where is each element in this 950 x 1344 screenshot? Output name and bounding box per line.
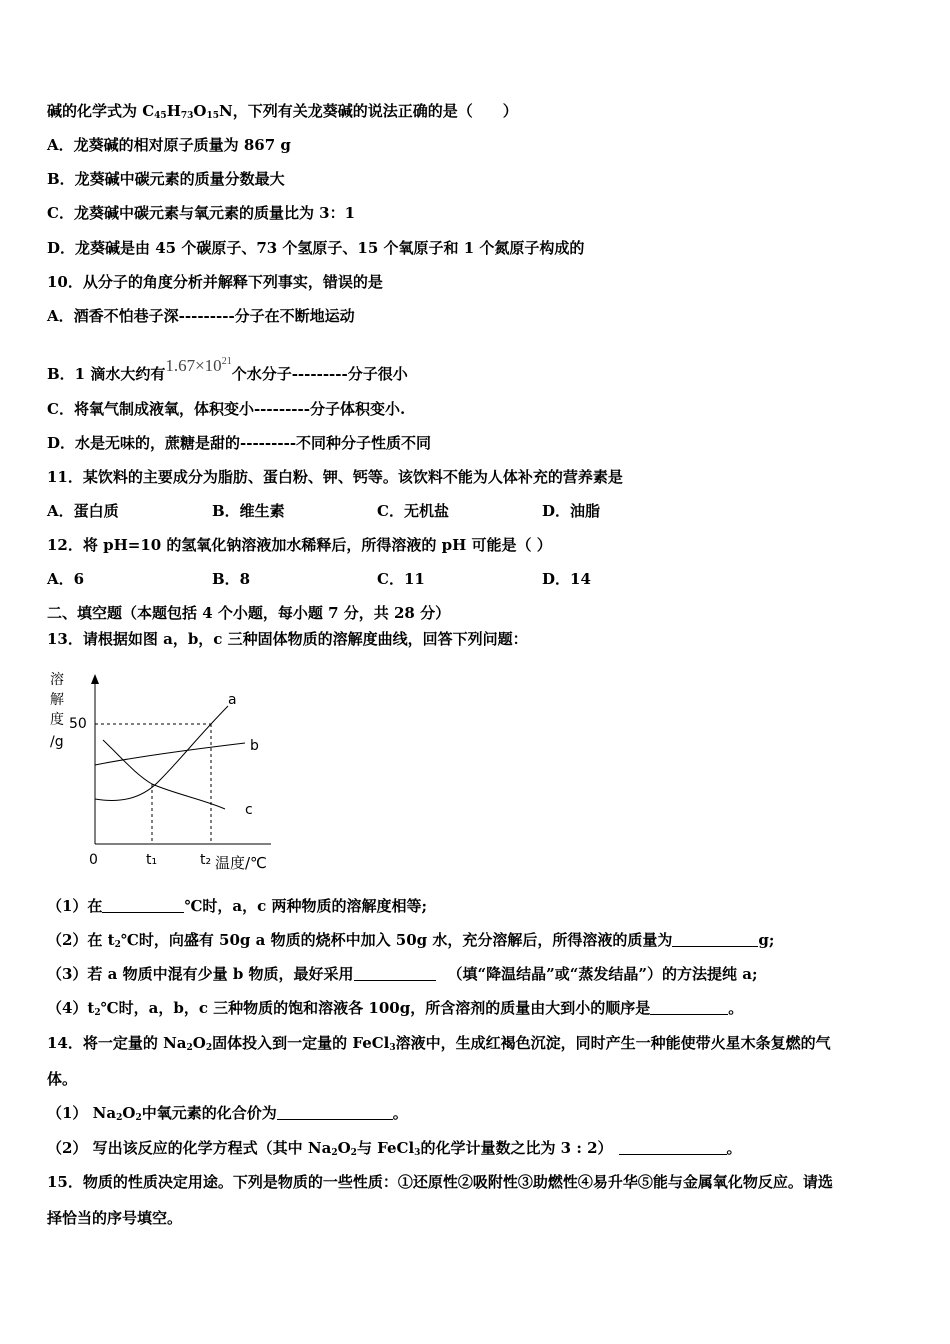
solubility-chart	[45, 668, 285, 878]
q9-stem: 碱的化学式为 $C_{45}H_{73}O_{15}N$，下列有关龙葵碱的说法正确的是（ ）	[47, 102, 518, 121]
q9-option-c: C．龙葵碱中碳元素与氧元素的质量比为 3：1	[47, 204, 356, 222]
q10-option-a: A．酒香不怕巷子深---------分子在不断地运动	[47, 307, 355, 325]
x-tick-t2: t₂	[200, 852, 212, 868]
q12-option-a: A．6	[47, 570, 85, 588]
y-tick-label: 50	[69, 716, 87, 732]
q11-option-c: C．无机盐	[377, 502, 449, 520]
answer-blank[interactable]	[672, 932, 758, 947]
q14-stem-line2: 体。	[47, 1070, 78, 1088]
q11-stem: 11．某饮料的主要成分为脂肪、蛋白粉、钾、钙等。该饮料不能为人体补充的营养素是	[47, 468, 623, 486]
q13-part1: （1）在 ℃时，a，c 两种物质的溶解度相等;	[47, 897, 428, 915]
q12-option-d: D．14	[542, 570, 591, 588]
answer-blank[interactable]	[650, 1000, 728, 1015]
ylabel-char-2: 解	[50, 692, 64, 708]
q9-option-b: B．龙葵碱中碳元素的质量分数最大	[47, 170, 285, 188]
q15-line1: 15．物质的性质决定用途。下列是物质的一些性质：①还原性②吸附性③助燃性④易升华⑤能与金属氧化物反应。请选	[47, 1173, 833, 1191]
q9-option-a: A．龙葵碱的相对原子质量为 867 g	[47, 136, 291, 154]
q10-option-c: C．将氧气制成液氧，体积变小---------分子体积变小.	[47, 400, 406, 418]
q12-stem: 12．将 pH=10 的氢氧化钠溶液加水稀释后，所得溶液的 pH 可能是（ ）	[47, 536, 552, 554]
q14-stem-line1: 14．将一定量的 $Na_2O_2$固体投入到一定量的 FeCl$_3$溶液中，生成红褐色沉淀，同时产生一种能使带火星木条复燃的气	[47, 1034, 831, 1053]
q13-part3: （3）若 a 物质中混有少量 b 物质，最好采用 （填“降温结晶”或“蒸发结晶”）的方法提纯 a;	[47, 965, 758, 983]
q11-option-a: A．蛋白质	[47, 502, 119, 520]
q10-option-d: D．水是无味的，蔗糖是甜的---------不同种分子性质不同	[47, 434, 432, 452]
q9-option-d: D．龙葵碱是由 45 个碳原子、73 个氢原子、15 个氧原子和 1 个氮原子构成的	[47, 239, 585, 257]
series-c-label: c	[245, 802, 253, 818]
series-a-label: a	[228, 692, 237, 708]
series-a-curve	[95, 706, 228, 800]
answer-blank[interactable]	[102, 898, 184, 913]
q10-option-b: B．1 滴水大约有$1.67\times 10^{21}$个水分子---------分子很小	[47, 356, 408, 383]
formula-avogadro: $1.67\times 10^{21}$	[165, 356, 232, 375]
q14-part2: （2） 写出该反应的化学方程式（其中 $Na_2O_2$与 FeCl$_3$的化学计量数之比为 3 : 2） 。	[47, 1139, 742, 1158]
section-title: 二、填空题（本题包括 4 个小题，每小题 7 分，共 28 分）	[47, 604, 451, 622]
q12-option-b: B．8	[212, 570, 251, 588]
x-tick-t1: t₁	[146, 852, 158, 868]
q13-part4: $(4)t_2℃$时，a，b，c 三种物质的饱和溶液各 100g，所含溶剂的质量由大到小的顺序是 。	[47, 999, 744, 1018]
q12-option-c: C．11	[377, 570, 425, 588]
q11-option-d: D．油脂	[542, 502, 601, 520]
origin-label: 0	[89, 852, 98, 868]
q14-part1: （1） $Na_2O_2$中氧元素的化合价为 。	[47, 1104, 408, 1123]
x-axis-label: 温度/℃	[215, 854, 267, 872]
q13-stem: 13．请根据如图 a，b，c 三种固体物质的溶解度曲线，回答下列问题：	[47, 630, 528, 648]
series-c-curve	[103, 740, 225, 809]
series-b-label: b	[250, 738, 259, 754]
answer-blank[interactable]	[277, 1105, 393, 1120]
answer-blank[interactable]	[619, 1140, 727, 1155]
q10-stem: 10．从分子的角度分析并解释下列事实，错误的是	[47, 273, 383, 291]
q15-line2: 择恰当的序号填空。	[47, 1209, 183, 1227]
q11-option-b: B．维生素	[212, 502, 285, 520]
answer-blank[interactable]	[354, 966, 436, 981]
ylabel-char-1: 溶	[50, 672, 64, 688]
ylabel-char-3: 度	[50, 712, 64, 728]
ylabel-char-4: /g	[50, 734, 64, 750]
q13-part2: （2）在 $t_2℃$时，向盛有 50g a 物质的烧杯中加入 50g 水，充分溶解后，所得溶液的质量为 g;	[47, 931, 775, 950]
y-axis-arrow	[91, 674, 99, 684]
